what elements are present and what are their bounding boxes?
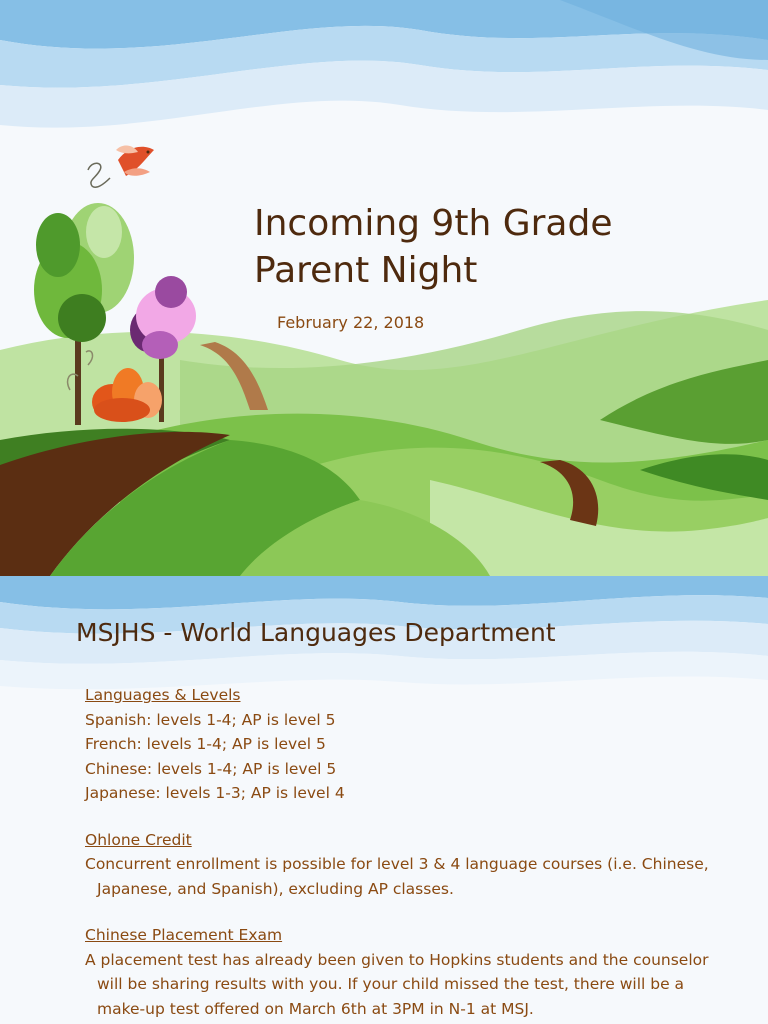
chinese-exam-text: A placement test has already been given to Hopkins students and the counselor will be sharing results with you. If your child missed the test, there will be a make-up test offered on March 6th at 3PM in N-1 at MSJ. <box>85 950 709 1018</box>
content-slide <box>0 576 768 1024</box>
ohlone-section-title: Ohlone Credit <box>85 830 192 849</box>
language-item: French: levels 1-4; AP is level 5 <box>85 735 326 753</box>
slide-title <box>254 200 612 294</box>
slide-date: February 22, 2018 <box>277 313 425 332</box>
title-line-1: Incoming 9th Grade <box>254 203 613 244</box>
language-item: Japanese: levels 1-3; AP is level 4 <box>85 784 345 802</box>
language-item: Chinese: levels 1-4; AP is level 5 <box>85 759 337 778</box>
language-item: Spanish: levels 1-4; AP is level 5 <box>85 710 336 729</box>
ohlone-text: Concurrent enrollment is possible for level 3 & 4 language courses (i.e. Chinese, Japanese, and Spanish), excluding AP classes. <box>85 855 709 898</box>
title-line-2: Parent Night <box>254 250 478 291</box>
slide-heading: MSJHS - World Languages Department <box>76 618 556 647</box>
languages-section-title: Languages & Levels <box>85 686 241 704</box>
chinese-exam-section-title: Chinese Placement Exam <box>85 926 283 944</box>
slide-body <box>85 683 725 1021</box>
